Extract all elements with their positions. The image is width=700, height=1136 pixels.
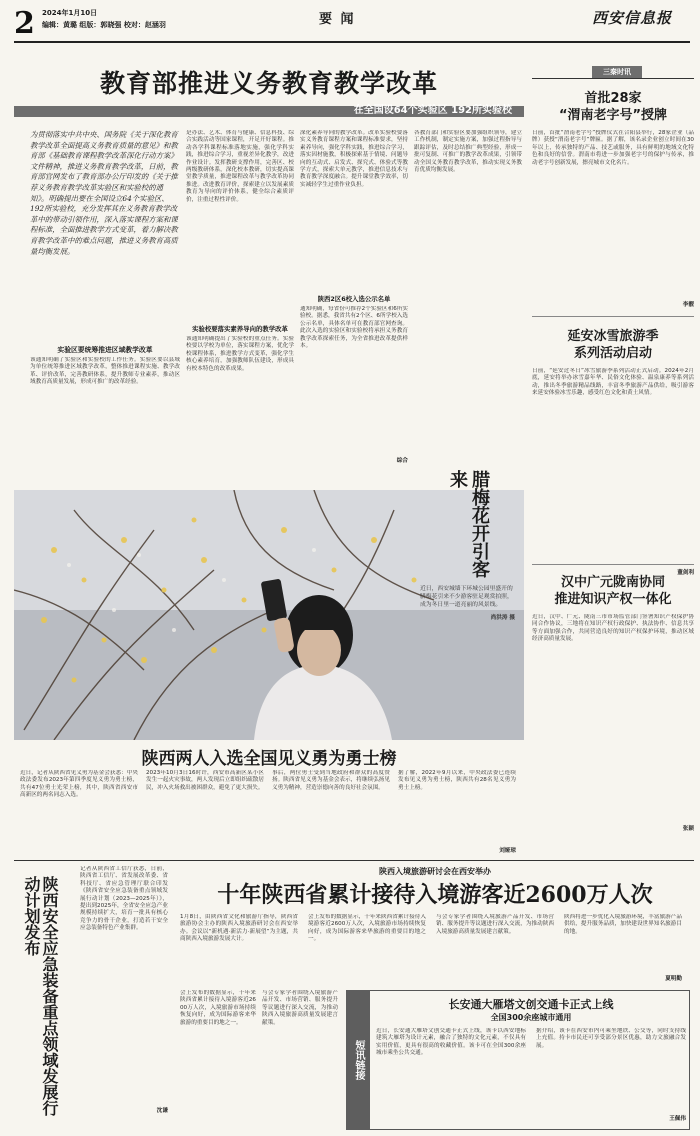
brief-story-1-title: 首批28家 “渭南老字号”授牌 bbox=[558, 91, 668, 123]
brief-story-2-title: 延安冰雪旅游季 系列活动启动 bbox=[567, 329, 659, 361]
sidebar-top-rule bbox=[532, 78, 694, 79]
brief-story-3 bbox=[532, 574, 694, 832]
safety-story-headline: 陕西安全应急装备重点领域发展行动计划发布 bbox=[22, 876, 59, 1116]
photo-caption-text: 近日，西安城墙下环城公园里盛开的腊梅花引来不少游客驻足观赏拍照，成为冬日里一道亮丽的风景线。 bbox=[420, 586, 513, 609]
sidebar-divider-1 bbox=[532, 316, 694, 317]
safety-story-credit: 沈谦 bbox=[156, 1108, 168, 1114]
sidebar-divider-2 bbox=[532, 564, 694, 565]
tourism-column-4-text: 陕西将进一步优化入境旅游环境，丰富旅游产品供给，提升服务品质，加快建设世界知名旅游目的地。 bbox=[564, 914, 682, 935]
header-rule bbox=[14, 41, 690, 43]
lead-column-3-text-2: 通知明确，每省份可推荐2个实验区和6所实验校。据悉，我省共有2个区、6所学校入选公示名单，具体名单可在教育部官网查询。此次入选的实验区和实验校将承担义务教育教学改革探索任务，为全省推进改革提供样本。 bbox=[300, 306, 408, 350]
lead-column-2 bbox=[186, 130, 294, 480]
transit-card-column-2 bbox=[536, 1028, 686, 1126]
transit-card-news-label: 短讯链接 bbox=[346, 990, 370, 1130]
lead-subheadline-bar bbox=[14, 104, 524, 118]
hero-column-4-text: 据了解，2022年9月以来，中央政法委已连续发布见义勇为勇士榜，陕西共有28名见义勇为勇士上榜。 bbox=[398, 770, 516, 791]
photo-caption bbox=[420, 585, 515, 695]
hero-column-1: 近日，记者从陕西省见义勇为基金会获悉：中央政法委发布2023年第四季度见义勇为勇士榜，共有47位勇士光荣上榜，其中，陕西省西安市高新区的两名同志入选。 bbox=[20, 770, 138, 799]
hero-story-body bbox=[20, 770, 520, 860]
safety-story-text: 记者从陕西省工信厅获悉，日前，陕西省工信厅、省发展改革委、省科技厅、省应急管理厅联合印发《陕西省安全应急装备重点领域发展行动计划（2023—2025年）》，提出到2025年，全省安全应急产业规模持续扩大，培育一批具有核心竞争力的骨干企业，打造若干安全应急装备特色产业集群。 bbox=[80, 866, 168, 932]
lead-column-3 bbox=[300, 130, 408, 480]
lead-column-3-text: 深化素养导向的教学改革。改革实验校要落实义务教育课程方案和课程标准要求，坚持素养导向，强化学科实践，推进综合学习，落实因材施教，积极探索基于情境、问题导向的互动式、启发式、探究式、体验式等教学方式，探索大单元教学，推进信息技术与教育教学深度融合。提升课堂教学效率，切实减轻学生过重作业负担。 bbox=[300, 130, 408, 188]
brief-story-3-credit: 张颖 bbox=[682, 826, 694, 832]
tourism-column-1: 1月8日，由陕西省文化和旅游厅指导，陕西省旅游协会主办的陕西入境旅游研讨会在西安举办。会议以“新机遇·新活力·新展望”为主题，共商陕西入境旅游发展大计。 bbox=[180, 914, 298, 943]
lead-column-2-text: 是办法、艺术、体育与健康、信息科技、综合实践活动等国家课程，开足开好课程。推动各学科课程标准落地实施，强化学科实践，推进综合学习，重视差异化教学，改进作业设计。发挥教研支撑作用，完善区、校两级教研体系，深化校本教研，切实提高课堂教学质量，推进课程改革与教学改革协同推进。改进教育评价，探索建立以发展素质教育为导向的评价体系，健全综合素质评价，注重过程性评价。 bbox=[186, 130, 294, 203]
hero-column-4 bbox=[398, 770, 516, 860]
tourism-credit: 夏明勤 bbox=[665, 976, 682, 982]
tourism-story-continued bbox=[180, 990, 340, 1130]
brief-story-1-text: 日前，首批“渭南老字号”授牌仪式在合阳县举行，28家企业（品牌）获授“渭南老字号”牌匾。据了解，该名录企业创立时间在30年以上，传承独特的产品、技艺或服务，具有鲜明的地域文化特色和良好的信誉。渭南市将进一步加强老字号的保护与传承，推动老字号创新发展，擦亮城市文化名片。 bbox=[532, 130, 694, 166]
transit-card-column-1: 近日，长安通大雁塔文创交通卡正式上线，该卡以西安地标建筑大雁塔为设计元素，融合了独特的文化元素，不仅具有实用价值，更具有很高的收藏价值。该卡可在全国300余座城市乘坐公共交通。 bbox=[376, 1028, 526, 1057]
lead-column-3-subhead: 陕西2区6校入选公示名单 bbox=[317, 295, 391, 303]
tourism-continued-column-2: 与会专家学者围绕入境旅游产品开发、市场营销、服务提升等议题进行深入交流，为推动陕西入境旅游高质量发展建言献策。 bbox=[262, 990, 338, 1026]
brief-story-1-credit: 李靓 bbox=[682, 302, 694, 308]
transit-card-column-2-text: 据介绍，该卡在西安市内可乘坐地铁、公交等，同时支持线上充值。持卡市民还可享受部分景区优惠，助力文旅融合发展。 bbox=[536, 1028, 686, 1049]
lead-column-4 bbox=[414, 130, 522, 410]
tourism-headline: 十年陕西省累计接待入境游客近2600万人次 bbox=[217, 882, 653, 908]
section-name: 要 闻 bbox=[319, 12, 356, 27]
safety-story-body bbox=[80, 866, 168, 1118]
transit-card-headline: 长安通大雁塔文创交通卡正式上线 bbox=[448, 998, 614, 1011]
lead-column-1-title: 实验区要统筹推进区域教学改革 bbox=[57, 346, 153, 354]
brief-story-2 bbox=[532, 328, 694, 576]
tourism-column-4 bbox=[564, 914, 682, 984]
lead-column-3-credit: 综合 bbox=[396, 458, 408, 464]
brief-story-3-text: 近日，汉中、广元、陇南三市市场监管部门签署知识产权保护协同合作协议，三地将在知识产权行政保护、执法协作、信息共享等方面加强合作，共同营造良好的知识产权保护环境，推动区域经济高质量发展。 bbox=[532, 614, 694, 643]
lead-column-1 bbox=[30, 344, 180, 484]
photo-title: 腊梅花开引客来 bbox=[447, 470, 490, 578]
page-number: 2 bbox=[14, 6, 35, 41]
bottom-section-rule bbox=[14, 860, 694, 861]
tourism-story-body bbox=[180, 914, 690, 984]
transit-card-credit: 王佩伟 bbox=[669, 1116, 686, 1122]
tourism-kicker: 陕西入境旅游研讨会在西安举办 bbox=[379, 867, 491, 876]
transit-card-body bbox=[376, 1028, 686, 1126]
brief-story-3-title: 汉中广元陇南协同 推进知识产权一体化 bbox=[554, 575, 672, 607]
lead-summary: 为贯彻落实中共中央、国务院《关于深化教育教学改革全面提高义务教育质量的意见》和教育部《基础教育课程教学改革深化行动方案》文件精神，推进义务教育教学改革，日前，教育部官网发布了教育部办公厅印发的《关于推荐义务教育教学改革实验区和实验校的通知》。明确提出要在全国设立64个实验区、192所实验校，充分发挥其在义务教育教学改革中的带动引领作用，深入落实课程方案和课程标准，全面推进教学方式变革，着力解决教育教学改革中的难点问题，推进义务教育高质量均衡发展。 bbox=[30, 130, 178, 256]
lead-column-1-text: 该通知明确了实验区和实验校的工作任务。实验区要以县域为单位统筹推进区域教学改革，整体推进课程实施、教学改革、评价改革，完善教研体系，提升教师专业素养，推动区域教育高质量发展，形成可推广的改革经验。 bbox=[30, 357, 180, 386]
page-header bbox=[14, 6, 694, 42]
lead-subheadline: 在全国设64个实验区 192所实验校 bbox=[353, 105, 512, 116]
hero-column-2: 2023年10月3日16时许，西安市高新区某小区发生一起火灾事故，两人发现后立即组织疏散居民，冲入火场救出被困群众，避免了更大损失。 bbox=[146, 770, 264, 791]
hero-story-headline: 陕西两人入选全国见义勇为勇士榜 bbox=[141, 749, 397, 769]
tourism-column-3: 与会专家学者围绕入境旅游产品开发、市场营销、服务提升等议题进行深入交流，为推动陕西入境旅游高质量发展建言献策。 bbox=[436, 914, 554, 935]
lead-column-2-text-2: 该通知明确提出了实验校的重点任务。实验校要以学校为单位，落实课程方案，优化学校课程体系，推进教学方式变革，强化学生核心素养培育，加强教师队伍建设，形成具有校本特色的改革成果。 bbox=[186, 336, 294, 372]
brief-story-2-credit: 董剑利 bbox=[677, 570, 694, 576]
editor-credits: 编辑：黄璐 组版：郭晓强 校对：赵涵羽 bbox=[42, 21, 166, 29]
transit-card-subheadline: 全国300余座城市通用 bbox=[490, 1013, 572, 1022]
brief-story-1 bbox=[532, 90, 694, 308]
paper-masthead: 西安信息报 bbox=[592, 9, 673, 27]
brief-story-2-text: 日前，“延安过冬日”冰雪旅游季系列活动正式启动。2024年2月底，延安将举办冰雪嘉年华、民俗文化体验、温泉康养等系列活动，推出冬季旅游精品线路，丰富冬季旅游产品供给，吸引游客来延安体验冰雪乐趣，感受红色文化和黄土风情。 bbox=[532, 368, 694, 397]
lead-column-2-subhead: 实验校要落实素养导向的教学改革 bbox=[192, 325, 288, 333]
tourism-continued-column-1: 会上发布的数据显示，十年来陕西省累计接待入境游客近2600万人次，入境旅游市场持续恢复向好，成为国际游客来华旅游的重要目的地之一。 bbox=[180, 990, 256, 1026]
lead-headline: 教育部推进义务教育教学改革 bbox=[99, 69, 438, 98]
issue-date: 2024年1月10日 bbox=[42, 9, 98, 17]
hero-credit: 刘娅琼 bbox=[499, 848, 516, 854]
tourism-column-2: 会上发布的数据显示，十年来陕西省累计接待入境游客近2600万人次，入境旅游市场持续恢复向好，成为国际游客来华旅游的重要目的地之一。 bbox=[308, 914, 426, 943]
sidebar-tab-label: 三秦时讯 bbox=[592, 66, 642, 78]
photo-credit: 尚洪涛 摄 bbox=[490, 614, 515, 621]
hero-column-3: 事后，两位勇士受到当地政府和群众的高度赞扬。陕西省见义勇为基金会表示，将继续弘扬见义勇为精神，营造崇德向善的良好社会氛围。 bbox=[272, 770, 390, 791]
lead-column-4-text: 各教育部门和实验区要加强组织领导，建立工作机制，制定实施方案，加强过程指导与跟踪评估，及时总结推广典型经验，形成一批可复制、可推广的教学改革成果，引领带动全国义务教育教学改革，推动实现义务教育优质均衡发展。 bbox=[414, 130, 522, 174]
